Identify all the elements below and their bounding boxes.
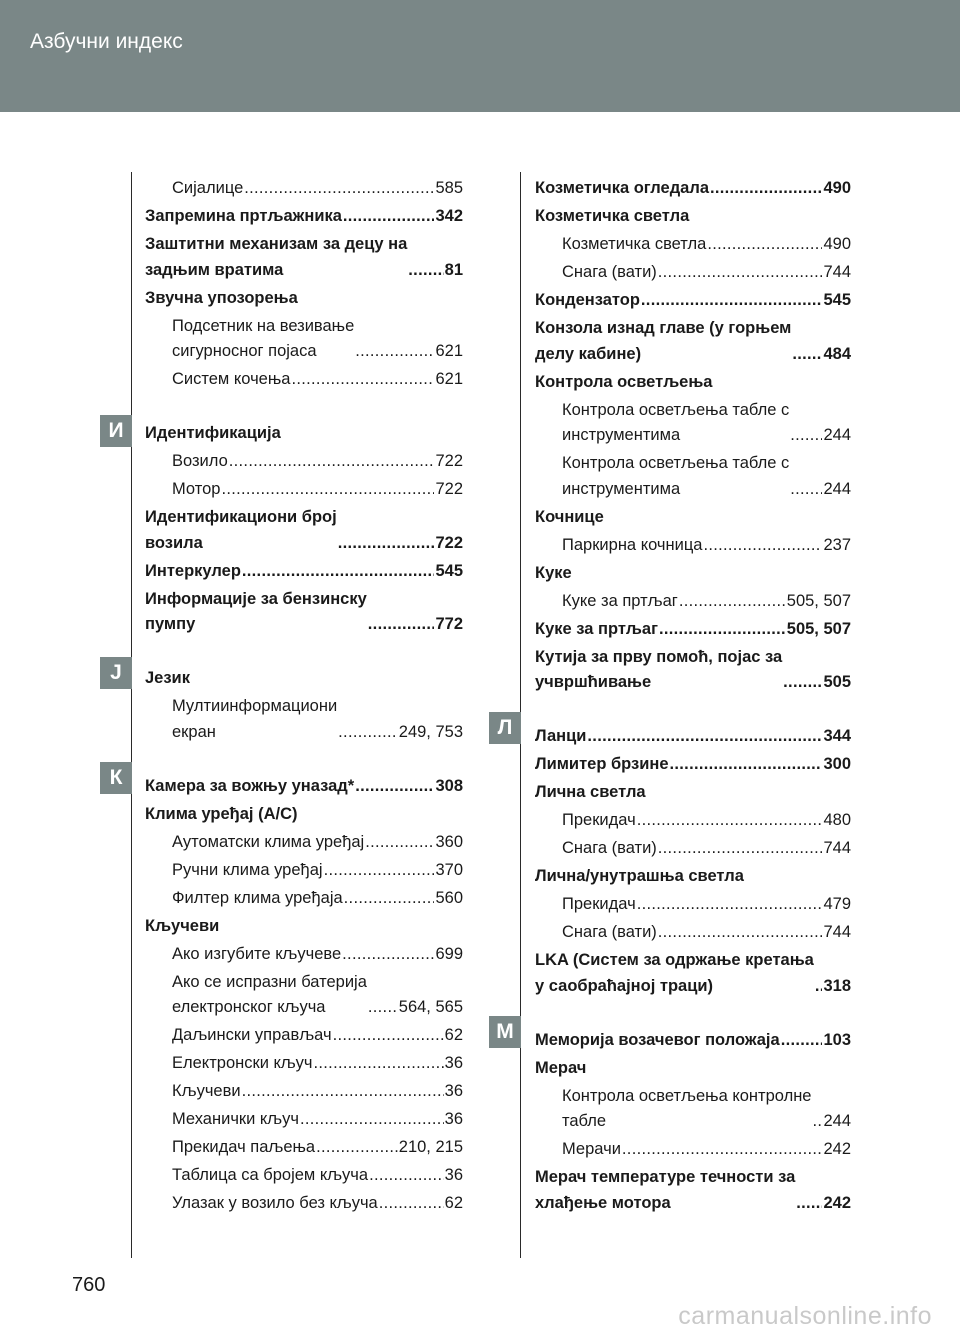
- index-entry: Даљински управљач ..... 62: [145, 1023, 463, 1049]
- letter-tab-l: Л: [489, 712, 521, 744]
- index-heading: Кочнице: [535, 507, 604, 526]
- index-entry: Мултиинформациони екран ..... 249, 753: [145, 694, 463, 745]
- index-entry: Мерач температуре течности за хлађење мотора ..... 242: [535, 1165, 851, 1216]
- header-bar: [0, 0, 960, 112]
- index-entry: Контрола осветљења табле с инструментима ..... 244: [535, 451, 851, 502]
- index-entry: Конзола изнад главе (у горњем делу кабине) ..... 484: [535, 316, 851, 367]
- index-entry: Електронски кључ ..... 36: [145, 1051, 463, 1077]
- index-entry: Запремина пртљажника ..... 342: [145, 204, 463, 230]
- index-entry: Аутоматски клима уређај ..... 360: [145, 830, 463, 856]
- index-entry: Прекидач ..... 480: [535, 808, 851, 834]
- left-column-rule: [131, 172, 132, 1258]
- index-heading: Клима уређај (А/С): [145, 804, 298, 823]
- index-entry: Контрола осветљења контролне табле ..... 244: [535, 1084, 851, 1135]
- index-heading: Звучна упозорења: [145, 288, 298, 307]
- index-heading: Куке: [535, 563, 572, 582]
- index-entry: Ако се испразни батерија електронског кључа ..... 564, 565: [145, 970, 463, 1021]
- index-entry: Интеркулер ..... 545: [145, 559, 463, 585]
- index-entry: Кондензатор ..... 545: [535, 288, 851, 314]
- index-entry: Подсетник на везивање сигурносног појаса ..... 621: [145, 314, 463, 365]
- index-column-right: [535, 176, 851, 1219]
- index-entry: Ручни клима уређај ..... 370: [145, 858, 463, 884]
- index-entry: Снага (вати) ..... 744: [535, 920, 851, 946]
- index-entry: Заштитни механизам за децу на задњим вратима ..... 81: [145, 232, 463, 283]
- index-entry: Филтер клима уређаја ..... 560: [145, 886, 463, 912]
- index-entry: Козметичка огледала ..... 490: [535, 176, 851, 202]
- index-entry: Камера за вожњу уназад* ..... 308: [145, 774, 463, 800]
- page-number: 760: [72, 1274, 106, 1296]
- letter-tab-i: И: [100, 415, 132, 447]
- index-entry: Механички кључ ..... 36: [145, 1107, 463, 1133]
- index-heading: Козметичка светла: [535, 207, 690, 225]
- index-entry: Лимитер брзине ..... 300: [535, 752, 851, 778]
- index-entry: Систем кочења ..... 621: [145, 367, 463, 393]
- index-entry: Козметичка светла ..... 490: [535, 232, 851, 258]
- watermark: carmanualsonline.info: [678, 1302, 932, 1330]
- index-entry: Сијалице ..... 585: [145, 176, 463, 202]
- index-heading: Контрола осветљења: [535, 372, 713, 391]
- index-entry: Куке за пртљаг ..... 505, 507: [535, 589, 851, 615]
- index-entry: Мотор ..... 722: [145, 477, 463, 503]
- index-entry: Снага (вати) ..... 744: [535, 836, 851, 862]
- index-entry: Прекидач паљења ..... 210, 215: [145, 1135, 463, 1161]
- index-heading: Кључеви: [145, 916, 220, 935]
- index-entry: Ланци ..... 344: [535, 724, 851, 750]
- index-entry: Снага (вати) ..... 744: [535, 260, 851, 286]
- index-entry: Контрола осветљења табле с инструментима ..... 244: [535, 398, 851, 449]
- letter-tab-k: К: [100, 762, 132, 794]
- index-entry: Улазак у возило без кључа ..... 62: [145, 1191, 463, 1217]
- letter-tab-m: М: [489, 1016, 521, 1048]
- index-entry: LKA (Систем за одржање кретања у саобраћајној траци) ..... 318: [535, 948, 851, 999]
- index-heading: Мерач: [535, 1058, 587, 1077]
- index-entry: Куке за пртљаг ..... 505, 507: [535, 617, 851, 643]
- index-entry: Идентификациони број возила ..... 722: [145, 505, 463, 556]
- index-heading: Језик: [145, 669, 190, 687]
- letter-tab-j: Ј: [100, 657, 132, 689]
- index-entry: Возило ..... 722: [145, 449, 463, 475]
- index-entry: Кутија за прву помоћ, појас за учвршћивање ..... 505: [535, 645, 851, 696]
- index-entry: Кључеви ..... 36: [145, 1079, 463, 1105]
- index-heading: Лична/унутрашња светла: [535, 867, 744, 885]
- index-entry: Мерачи ..... 242: [535, 1137, 851, 1163]
- index-column-left: [145, 176, 463, 1219]
- index-entry: Меморија возачевог положаја ..... 103: [535, 1028, 851, 1054]
- index-heading: Идентификација: [145, 424, 281, 442]
- index-entry: Ако изгубите кључеве ..... 699: [145, 942, 463, 968]
- index-entry: Паркирна кочница ..... 237: [535, 533, 851, 559]
- index-entry: Информације за бензинску пумпу ..... 772: [145, 587, 463, 638]
- page-section-title: Азбучни индекс: [30, 30, 183, 53]
- index-entry: Прекидач ..... 479: [535, 892, 851, 918]
- index-entry: Таблица са бројем кључа ..... 36: [145, 1163, 463, 1189]
- index-heading: Лична светла: [535, 783, 646, 801]
